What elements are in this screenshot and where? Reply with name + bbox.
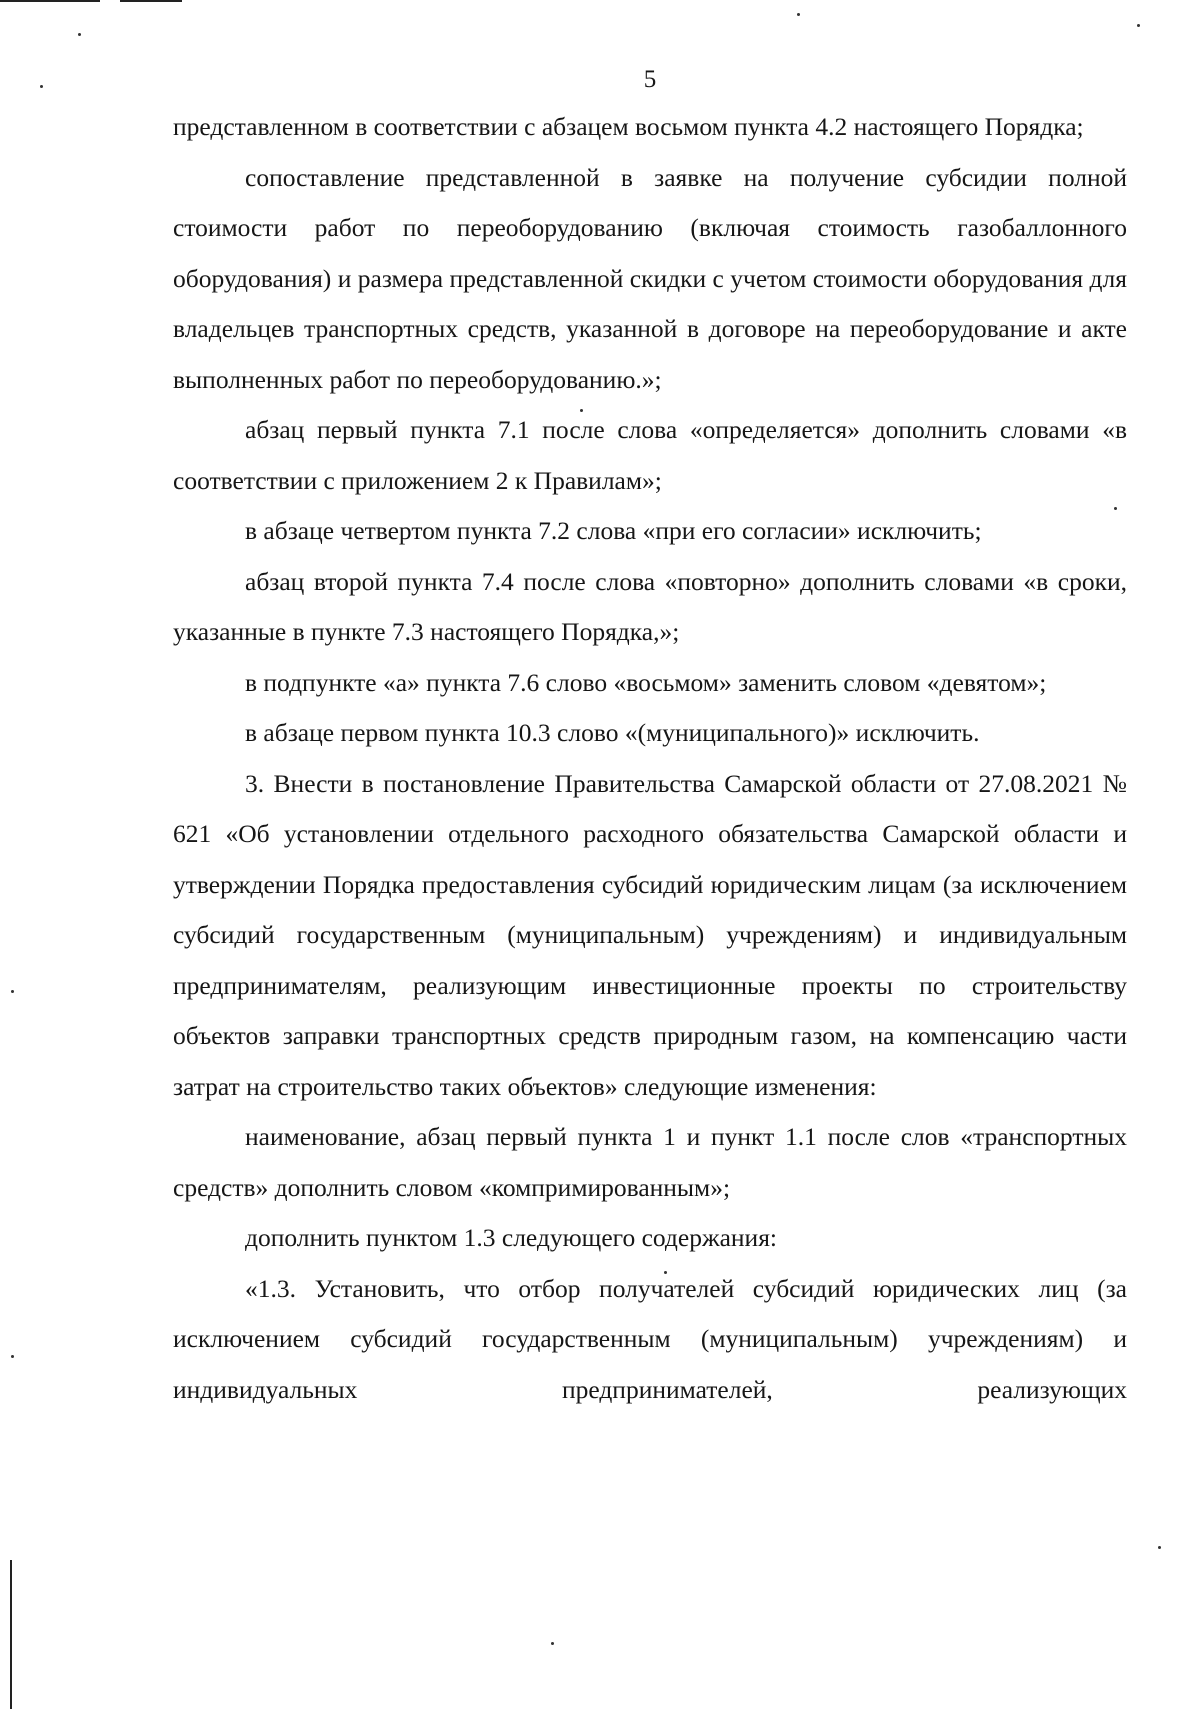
paragraph: дополнить пунктом 1.3 следующего содержания: [245,1223,778,1252]
paragraph: в абзаце четвертом пункта 7.2 слова «при его согласии» исключить; [245,516,982,545]
scan-border-mark [0,0,100,2]
scan-speck [1158,1546,1161,1549]
paragraph: 3. Внести в постановление Правительства Самарской области от 27.08.2021 № 621 «Об установлении отдельного расходного обязательства Самарской области и утверждении Порядка предоставления субсидий юридическим лицам (за исключением субсидий государственным (муниципальным) учреждениям) и индивидуальным предпринимателям, реализующим инвестиционные проекты по строительству объектов заправки транспортных средств природным газом, на компенсацию части затрат на строительство таких объектов» следующие изменения: [173,768,1127,1101]
scan-speck [11,990,14,993]
page-number: 5 [643,66,657,93]
paragraph: в подпункте «а» пункта 7.6 слово «восьмом» заменить словом «девятом»; [245,667,1047,697]
paragraph: «1.3. Установить, что отбор получателей субсидий юридических лиц (за исключением субсидий государственным (муниципальным) учреждениям) и индивидуальных предпринимателей, реализующих [173,1273,1127,1404]
paragraph: в абзаце первом пункта 10.3 слово «(муниципального)» исключить. [245,718,980,747]
paragraph: наименование, абзац первый пункта 1 и пункт 1.1 после слов «транспортных средств» дополнить словом «компримированным»; [173,1122,1127,1202]
scan-speck [11,1355,14,1358]
paragraph: абзац второй пункта 7.4 после слова «повторно» дополнить словами «в сроки, указанные в пункте 7.3 настоящего Порядка,»; [173,566,1127,646]
paragraph: сопоставление представленной в заявке на получение субсидии полной стоимости работ по переоборудованию (включая стоимость газобаллонного оборудования) и размера представленной скидки с учетом стоимости оборудования для владельцев транспортных средств, указанной в договоре на переоборудование и акте выполненных работ по переоборудованию.»; [173,162,1127,394]
scan-speck [1137,24,1140,27]
scan-border-mark [10,1560,12,1709]
scan-speck [551,1642,554,1645]
scan-speck [797,13,800,16]
document-body [173,102,1127,1415]
paragraph: абзац первый пункта 7.1 после слова «определяется» дополнить словами «в соответствии с приложением 2 к Правилам»; [173,415,1127,495]
scan-border-mark [120,0,182,2]
scan-speck [78,33,81,36]
paragraph: представленном в соответствии с абзацем восьмом пункта 4.2 настоящего Порядка; [173,112,1084,141]
